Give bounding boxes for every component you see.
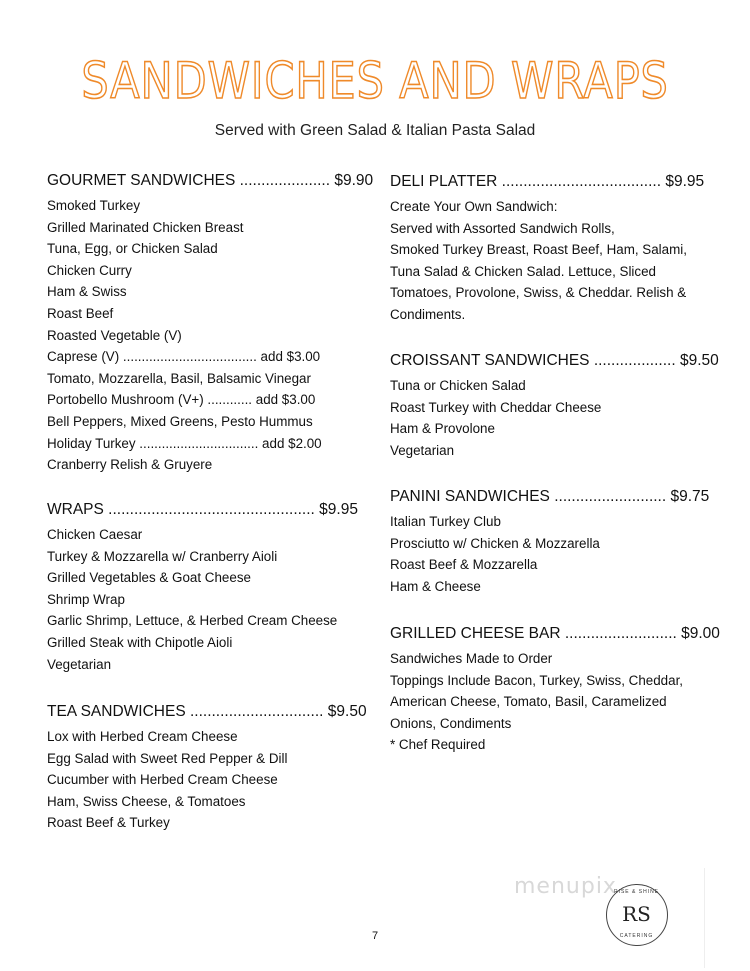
menu-item: Grilled Vegetables & Goat Cheese	[47, 570, 251, 586]
menu-item: Caprese (V) .................................... add $3.00	[47, 349, 321, 365]
menu-item: Smoked Turkey Breast, Roast Beef, Ham, Salami,	[390, 242, 687, 258]
menu-item: Garlic Shrimp, Lettuce, & Herbed Cream Cheese	[47, 613, 338, 629]
section-tea-sandwiches	[47, 702, 367, 834]
menu-item: Cranberry Relish & Gruyere	[47, 457, 213, 473]
menu-item: Roast Turkey with Cheddar Cheese	[390, 399, 602, 415]
logo-bottom-text: CATERING	[619, 933, 654, 939]
section-header: TEA SANDWICHES ............................... $9.50	[47, 703, 367, 720]
menu-item: Condiments.	[390, 306, 466, 322]
menu-item: Ham & Provolone	[390, 421, 495, 437]
watermark: menupix	[514, 874, 617, 899]
section-deli-platter	[390, 172, 704, 326]
menu-item: Ham & Cheese	[390, 578, 481, 594]
menu-item: Italian Turkey Club	[390, 514, 501, 529]
menu-item: Vegetarian	[47, 656, 112, 672]
menu-item: Tuna or Chicken Salad	[390, 378, 526, 393]
menu-item: Bell Peppers, Mixed Greens, Pesto Hummus	[47, 413, 313, 429]
menu-item: Tuna Salad & Chicken Salad. Lettuce, Sliced	[390, 263, 656, 279]
section-header: DELI PLATTER ..................................... $9.95	[390, 173, 705, 190]
section-header: CROISSANT SANDWICHES ................... $9.50	[390, 352, 719, 369]
section-panini-sandwiches	[390, 487, 709, 597]
menu-item: Shrimp Wrap	[47, 591, 125, 607]
page-subtitle: Served with Green Salad & Italian Pasta Salad	[214, 122, 536, 139]
section-header: PANINI SANDWICHES .......................... $9.75	[390, 488, 710, 505]
menu-item: Toppings Include Bacon, Turkey, Swiss, Cheddar,	[390, 672, 684, 688]
section-grilled-cheese-bar	[390, 624, 720, 756]
section-wraps	[47, 500, 358, 675]
menu-item: Smoked Turkey	[47, 198, 141, 213]
menu-item: Portobello Mushroom (V+) ............ add $3.00	[47, 392, 316, 408]
menu-item: Served with Assorted Sandwich Rolls,	[390, 220, 615, 236]
menu-item: Grilled Marinated Chicken Breast	[47, 219, 244, 235]
menu-item: Onions, Condiments	[390, 715, 512, 731]
section-header: WRAPS ................................................ $9.95	[47, 501, 358, 518]
menu-item: Roast Beef & Turkey	[47, 815, 170, 831]
menu-item: Tomato, Mozzarella, Basil, Balsamic Vinegar	[47, 370, 311, 386]
section-gourmet-sandwiches	[47, 171, 373, 476]
menu-item: Sandwiches Made to Order	[390, 651, 553, 666]
menu-item: Ham, Swiss Cheese, & Tomatoes	[47, 793, 246, 809]
menu-item: Roasted Vegetable (V)	[47, 327, 182, 343]
page-title: SANDWICHES AND WRAPS	[81, 52, 669, 110]
menu-item: Cucumber with Herbed Cream Cheese	[47, 772, 278, 788]
menu-item: Grilled Steak with Chipotle Aioli	[47, 634, 233, 650]
menu-item: Ham & Swiss	[47, 284, 127, 300]
menu-item: Chicken Caesar	[47, 527, 143, 542]
menu-item: Chicken Curry	[47, 262, 132, 278]
menu-item: Vegetarian	[390, 442, 455, 458]
menu-item: Roast Beef	[47, 305, 114, 321]
menu-item: Prosciutto w/ Chicken & Mozzarella	[390, 535, 600, 551]
menu-item: Holiday Turkey ................................ add $2.00	[47, 435, 322, 451]
menu-item: Egg Salad with Sweet Red Pepper & Dill	[47, 750, 288, 766]
menu-item: Tomatoes, Provolone, Swiss, & Cheddar. Relish &	[390, 285, 687, 301]
section-header: GRILLED CHEESE BAR .......................... $9.00	[390, 625, 720, 642]
menu-item: * Chef Required	[390, 737, 486, 753]
menu-item: Roast Beef & Mozzarella	[390, 557, 538, 573]
menu-item: Create Your Own Sandwich:	[390, 199, 558, 214]
menu-item: American Cheese, Tomato, Basil, Caramelized	[390, 694, 667, 710]
menu-item: Turkey & Mozzarella w/ Cranberry Aioli	[47, 548, 278, 564]
section-croissant-sandwiches	[390, 351, 719, 461]
menu-item: Lox with Herbed Cream Cheese	[47, 729, 238, 744]
section-header: GOURMET SANDWICHES ..................... $9.90	[47, 172, 374, 189]
menu-item: Tuna, Egg, or Chicken Salad	[47, 241, 218, 257]
page-number: 7	[371, 930, 379, 942]
logo-mark: RS	[622, 902, 651, 926]
logo-top-text: RISE & SHINE	[613, 889, 660, 895]
divider	[704, 868, 705, 968]
